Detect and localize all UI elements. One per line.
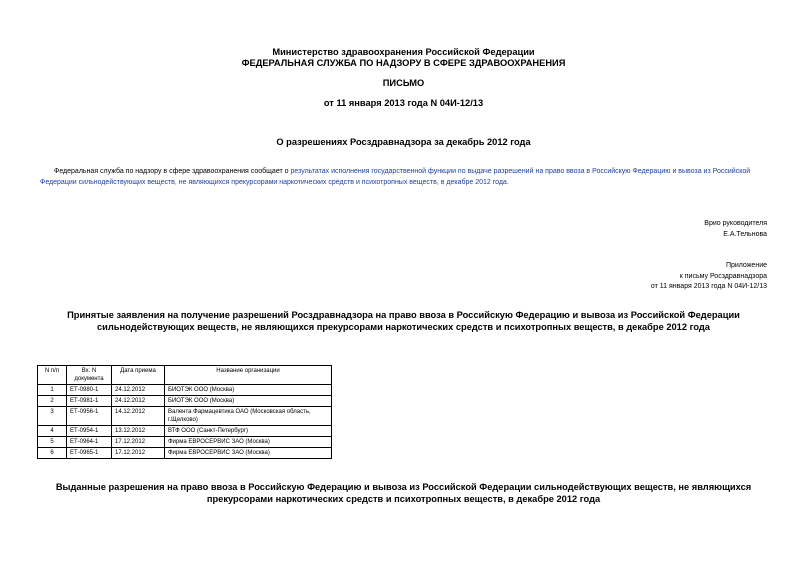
table-row [38,437,332,448]
cell-org: Валента Фармацевтика ОАО (Московская область, г.Щелково) [165,407,332,426]
intro-paragraph [40,166,770,188]
section2-title-line1: Выданные разрешения на право ввоза в Российскую Федерацию и вывоза из Российской Федерации сильнодействующих веществ, не являющихся [55,482,752,492]
signature-name: Е.А.Тельнова [723,230,767,238]
cell-date: 17.12.2012 [112,448,165,459]
table-row [38,396,332,407]
cell-doc: ЕТ-0954-1 [67,426,112,437]
appendix-block [651,261,767,293]
cell-date: 13.12.2012 [112,426,165,437]
table-row [38,448,332,459]
cell-org: БИОТЭК ООО (Москва) [165,396,332,407]
cell-num: 5 [38,437,67,448]
col-doc-header: Вх. N документа [67,366,112,385]
letter-subject: О разрешениях Росздравнадзора за декабрь 2012 года [276,137,531,147]
cell-org: ВТФ ООО (Санкт-Петербург) [165,426,332,437]
doc-date: от 11 января 2013 года N 04И-12/13 [323,98,484,108]
signature-position: Врио руководителя [704,220,767,227]
table-row [38,385,332,396]
section1-title-line1: Принятые заявления на получение разрешений Росздравнадзора на право ввоза в Российскую Федерацию и вывоза из Российской Федерации [67,310,740,320]
cell-num: 1 [38,385,67,396]
cell-date: 24.12.2012 [112,385,165,396]
col-num-header: N п/п [38,366,67,385]
cell-date: 24.12.2012 [112,396,165,407]
cell-doc: ЕТ-0964-1 [67,437,112,448]
cell-org: Фирма ЕВРОСЕРВИС ЗАО (Москва) [165,437,332,448]
table-row [38,407,332,426]
cell-num: 4 [38,426,67,437]
table-row [38,426,332,437]
appendix-date: от 11 января 2013 года N 04И-12/13 [650,283,767,290]
col-date-header: Дата приема [112,366,165,385]
cell-org: БИОТЭК ООО (Москва) [165,385,332,396]
section1-title-line2: сильнодействующих веществ, не являющихся прекурсорами наркотических средств и психотропных веществ, в декабре 2012 года [97,321,710,332]
appendix-ref: к письму Росздравнадзора [679,272,767,280]
cell-date: 14.12.2012 [112,407,165,426]
appendix-label: Приложение [725,262,767,269]
table-header-row [38,366,332,385]
intro-lead: Федеральная служба по надзору в сфере здравоохранения сообщает о [54,168,291,175]
cell-num: 2 [38,396,67,407]
service-name: ФЕДЕРАЛЬНАЯ СЛУЖБА ПО НАДЗОРУ В СФЕРЕ ЗДРАВООХРАНЕНИЯ [241,58,566,68]
section2-title-line2: прекурсорами наркотических средств и психотропных веществ, в декабре 2012 года [206,493,601,504]
ministry-name: Министерство здравоохранения Российской Федерации [272,47,535,57]
doc-type: ПИСЬМО [382,78,425,88]
cell-doc: ЕТ-0956-1 [67,407,112,426]
cell-num: 3 [38,407,67,426]
cell-num: 6 [38,448,67,459]
cell-doc: ЕТ-0980-1 [67,385,112,396]
section2-title [0,482,807,505]
signature-block [704,219,767,240]
applications-table [37,365,332,459]
intro-link[interactable]: результатах исполнения государственной функции по выдаче разрешений на право ввоза в Российскую Федерацию и вывоза из Российской Федерации сильнодействующих веществ, не являющихся прекурсорами наркотических средств и психотропных веществ, в декабре 2012 года. [40,168,751,186]
cell-date: 17.12.2012 [112,437,165,448]
section1-title [0,310,807,333]
cell-org: Фирма ЕВРОСЕРВИС ЗАО (Москва) [165,448,332,459]
cell-doc: ЕТ-0965-1 [67,448,112,459]
col-org-header: Название организации [165,366,332,385]
cell-doc: ЕТ-0981-1 [67,396,112,407]
